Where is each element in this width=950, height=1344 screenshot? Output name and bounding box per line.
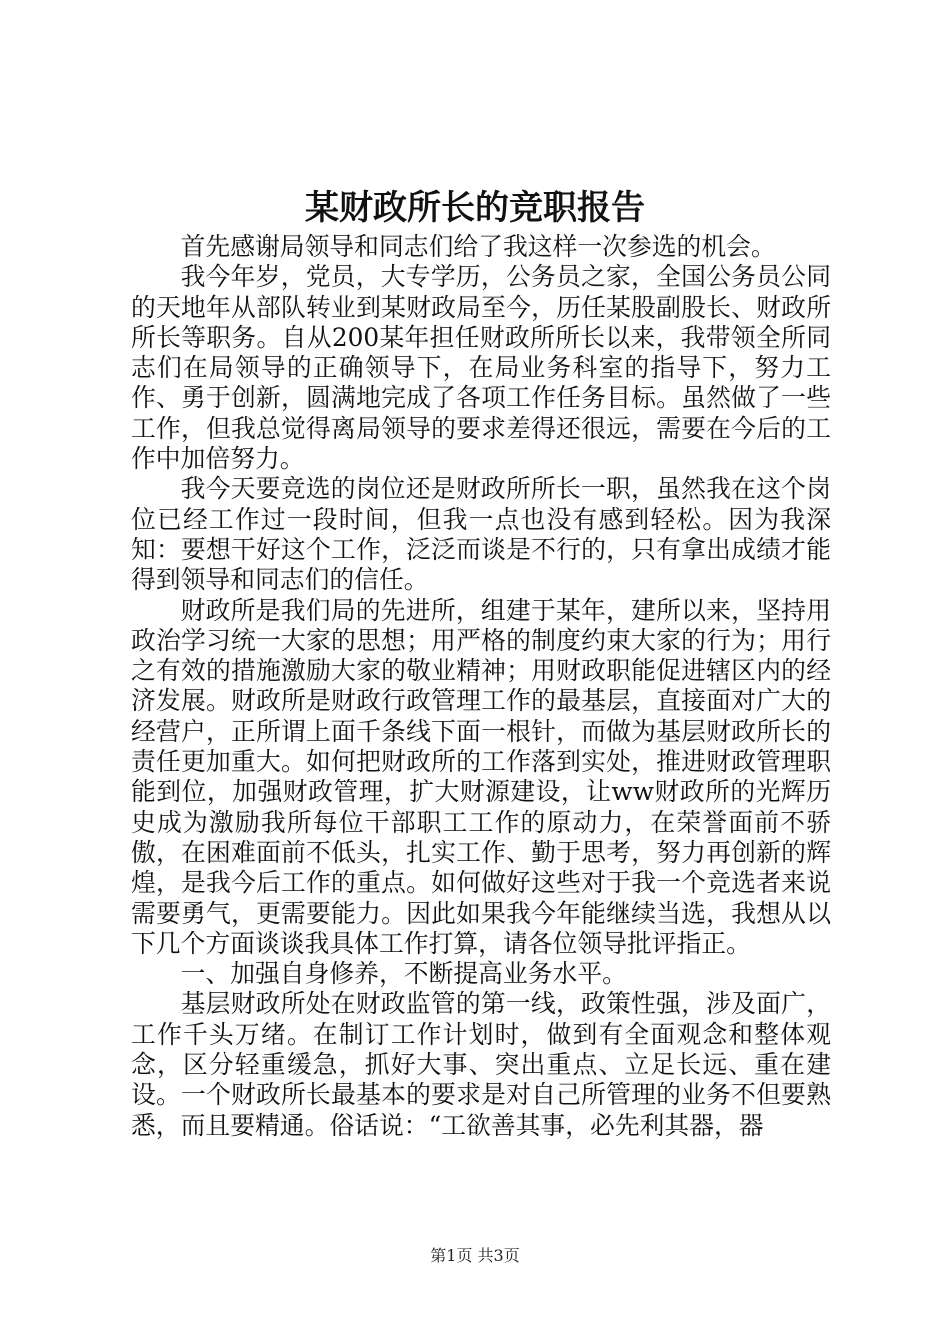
document-body xyxy=(131,232,831,1141)
paragraph: 我今天要竞选的岗位还是财政所所长一职，虽然我在这个岗位已经工作过一段时间，但我一点也没有感到轻松。因为我深知：要想干好这个工作，泛泛而谈是不行的，只有拿出成绩才能得到领导和同志们的信任。 xyxy=(131,474,831,595)
paragraph: 首先感谢局领导和同志们给了我这样一次参选的机会。 xyxy=(180,232,776,261)
paragraph: 财政所是我们局的先进所，组建于某年，建所以来，坚持用政治学习统一大家的思想；用严格的制度约束大家的行为；用行之有效的措施激励大家的敬业精神；用财政职能促进辖区内的经济发展。财政所是财政行政管理工作的最基层，直接面对广大的经营户，正所谓上面千条线下面一根针，而做为基层财政所长的责任更加重大。如何把财政所的工作落到实处，推进财政管理职能到位，加强财政管理，扩大财源建设，让ww财政所的光辉历史成为激励我所每位干部职工工作的原动力，在荣誉面前不骄傲，在困难面前不低头，扎实工作、勤于思考，努力再创新的辉煌，是我今后工作的重点。如何做好这些对于我一个竞选者来说需要勇气，更需要能力。因此如果我今年能继续当选，我想从以下几个方面谈谈我具体工作打算，请各位领导批评指正。 xyxy=(131,595,831,958)
paragraph: 我今年岁，党员，大专学历，公务员之家，全国公务员公同的天地年从部队转业到某财政局至今，历任某股副股长、财政所所长等职务。自从200某年担任财政所所长以来，我带领全所同志们在局领导的正确领导下，在局业务科室的指导下，努力工作、勇于创新，圆满地完成了各项工作任务目标。虽然做了一些工作，但我总觉得离局领导的要求差得还很远，需要在今后的工作中加倍努力。 xyxy=(131,262,831,474)
section-heading: 一、加强自身修养，不断提高业务水平。 xyxy=(180,959,627,989)
paragraph: 基层财政所处在财政监管的第一线，政策性强，涉及面广，工作千头万绪。在制订工作计划时，做到有全面观念和整体观念，区分轻重缓急，抓好大事、突出重点、立足长远、重在建设。一个财政所长最基本的要求是对自己所管理的业务不但要熟悉，而且要精通。俗话说：“工欲善其事，必先利其器，器 xyxy=(131,989,831,1140)
document-title: 某财政所长的竞职报告 xyxy=(305,188,645,228)
page-number-footer: 第1页 共3页 xyxy=(430,1246,520,1265)
